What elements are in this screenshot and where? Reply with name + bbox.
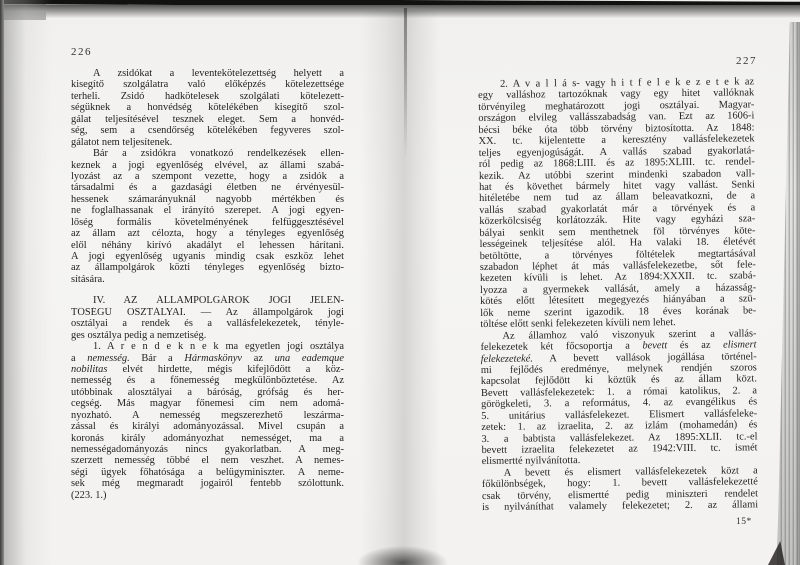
text-segment: Bár a [129,352,185,364]
text-line: A zsidókat a leventekötelezettség helyett a [93,68,344,79]
text-line: A bevett és elismert vallásfelekezetek közt a [503,465,758,479]
paragraph [478,76,756,330]
text-line: lyozást az a szempont vezette, hogy a zsidók a [71,170,344,182]
text-line: zetek: 1. az izraelita, 2. az izlám (mohamedán) és [481,419,758,434]
text-line: vallás szabad gyakorlatát már a törvények és a [479,202,756,216]
italic-text: Hármaskönyv [184,352,243,364]
text-line: TŐSÉGŰ OSZTÁLYAI. — Az állampolgárok jogi [71,306,344,318]
text-line: 2. A v a l l á s- vagy h i t f e l e k e z e t e k az [499,76,755,90]
text-line: ges osztálya pedig a nemzetiség. [71,329,207,341]
text-line: főkülönbségek, hogy: 1. bevett vallásfelekezetté [481,476,758,491]
text-line: Bár a zsidókra vonatkozó rendelkezések ellen- [93,148,344,160]
text-line: 5. unitárius vallásfelekezet. Elismert vallásfeleke- [481,408,758,422]
left-page-text [71,68,344,501]
text-line: is nyilváníthat valamely felekezetet; 2. az állami [482,499,759,514]
text-line: lességeinek teljesítése alól. Ha valaki 18. életévét [479,236,756,251]
text-line: sítására. [71,273,105,285]
text-line: teljes egyenjogúságát. A vallás szabad gyakorlatá- [478,144,755,159]
text-line: ségi ügyek főhatósága a belügyminiszter. A neme- [71,466,344,478]
text-line: bevett izraelita felekezetet az 1942:VIII. tc. ismét [481,442,758,456]
text-line: betöltötte, a törvényes föltételek megtartásával [479,247,756,262]
page-edges-strip-shade [795,22,800,565]
text-line: kapcsolat fejlődött ki köztük és az állam közt. [480,373,757,388]
text-line: Bevett vallásfelekezetek: 1. a római katolikus, 2. a [480,385,758,399]
text-line: ség, sem a csendőrség kötelékében fegyveres szol- [71,125,344,137]
text-line: keznek a jogi egyenlőség elvével, az állami szabá- [71,159,344,171]
italic-text: bevett [642,340,668,352]
page-number-right: 227 [736,55,757,67]
text-line: hitéletébe nem tud az állam beleavatkozni, de a [479,190,756,205]
text-segment: és az [667,339,724,352]
text-line: osztályai a rendek és a vallásfelekezetek, tényle- [71,318,344,330]
text-line: lők neme szerint igazodik. 18 éves korának be- [480,305,757,319]
text-line: kezeten kívüli is lehet. Az 1894:XXXII. tc. szabá- [479,270,756,285]
text-line: kisegítő szolgálatra való előképzés kötelezettsége [71,79,344,91]
text-line: bécsi béke óta több törvény biztosította. Az 1848: [478,122,755,136]
text-line: bályai senkit sem menthetnek föl törvényes köte- [479,225,756,239]
text-line: 1. A r e n d e k n e k ma egyetlen jogi osztálya [93,341,344,353]
text-line: közerkölcsiség korlátozzák. Hite vagy egyházi sza- [479,213,756,228]
text-line: hat és követhet bármely hitet vagy vallást. Senki [478,179,756,193]
paragraph [71,295,344,341]
text-line: szerzett nemesség többé el nem veszhet. A nemes- [71,455,344,467]
text-segment: elvét hirdette, mégis kifejlődött a köz- [107,363,344,375]
text-line: kötés előtt létesített megegyezés hiányában a szü- [480,293,757,308]
text-line: az állampolgárok közti tényleges egyenlőség bizto- [71,262,344,274]
text-line: XX. tc. kijelentette a keresztény vallásfelekezetek [478,133,755,148]
italic-text: nobilitas [71,363,108,375]
text-line: ról pedig az 1868:LIII. és az 1895:XLIII. tc. rendel- [478,156,755,171]
text-line: csak törvény, elismertté pedig miniszteri rendelet [481,488,759,502]
paragraph [480,328,757,468]
text-line: cegség. Más magyar főnemesi cím nem adomá- [71,398,344,410]
text-line: A jogi egyenlőség ugyanis mindig csak eszköz lehet [71,251,344,262]
text-line: mi fejlődés eredménye, melynek rendjén szoros [480,362,757,376]
text-line: (223. 1.) [71,489,107,501]
scan-left-edge-fade [4,0,52,565]
text-line: koronás király adományozhat nemességet, ma a [71,432,344,444]
text-line: egy valláshoz tartozóknak vagy egy hitet vallóknak [478,87,755,102]
text-line: elől néhány kirívó akadályt el lehessen hárítani. [71,239,344,251]
italic-text: felekezeteké. [480,352,533,365]
italic-text: nemesség. [87,352,130,364]
page-edges-strip [777,22,800,565]
text-line: törvényileg meghatározott jogi osztályai. Magyar- [478,99,755,113]
text-segment: az [242,352,275,364]
text-line: IV. AZ ÁLLAMPOLGÁROK JOGI JELEN- [93,295,344,307]
text-line: társadalmi és a gazdasági életben ne érvényesül- [71,182,344,194]
text-line: Az államhoz való viszonyuk szerint a vallás- [502,327,757,342]
paragraph [71,341,344,501]
text-line: gálatot nem teljesítenek. [71,136,173,148]
text-line: ségüknek a honvédség kötelékében kisegítő szol- [71,102,344,114]
text-line: sek még megmaradt jogairól fentebb szólottunk. [71,478,344,490]
page-number-left: 226 [71,46,92,58]
signature-mark: 15* [736,517,752,527]
book-gutter-bottom-shadow [355,545,450,565]
right-page-text [478,76,758,513]
text-line: kezik. Az utóbbi szerint mindenki szabadon vall- [478,167,755,182]
text-line: országon elvileg vallásszabadság van. Ezt az 1606-i [478,110,755,125]
text-line: utóbbinak alosztályai a báróság, grófság és her- [71,386,344,398]
text-line: 3. a babtista vallásfelekezet. Az 1895:XLII. tc.-el [481,430,758,445]
text-line: az állam azt célozta, hogy a tényleges egyenlőség [71,228,344,240]
text-line: lőség formális követelményének felfüggesztésével [71,216,344,228]
text-segment: A bevett vallások jogállása történel- [532,350,757,364]
italic-text: elismert [723,339,757,351]
text-line: ne foglalhassanak el irányító szerepet. A jogi egyen- [71,205,344,217]
paragraph [71,148,344,285]
text-line: töltése előtt senki felekezeten kívüli nem lehet. [480,317,676,331]
text-line: lyozza a gyermekek vallását, amely a házasság- [479,282,757,296]
text-segment: a [71,352,88,364]
book-gutter-line [404,8,407,158]
paragraph [482,465,758,513]
text-line: nyozható. A nemesség megszerezhető leszárma- [71,409,344,421]
text-line: szabadon léphet át más vallásfelekezetbe, sőt fele- [479,259,756,273]
text-line: görögkeleti, 3. a református, 4. az evangélikus és [481,396,758,411]
text-segment: felekezetek két főcsoportja a [480,340,643,354]
text-line: zással és királyi adományozással. Mivel csupán a [71,421,344,433]
text-line: gálat teljesítésével tesznek eleget. Sem a honvéd- [71,113,344,125]
text-line: hessenek számarányuknál nagyobb mértékben és [71,193,344,205]
text-line: nemesség és a főnemesség megkülönböztetése. Az [71,375,344,387]
book-gutter-shadow [360,10,440,565]
italic-text: una eademque [274,352,344,364]
paragraph [71,68,344,148]
text-line: nemességadományozás nincs gyakorlatban. A meg- [71,444,344,455]
text-line [71,364,344,375]
text-line: terheli. Zsidó hadkötelesek szolgálati kötelezett- [71,90,344,102]
text-line [71,353,344,364]
text-line: elismertté nyilvánította. [481,455,581,468]
